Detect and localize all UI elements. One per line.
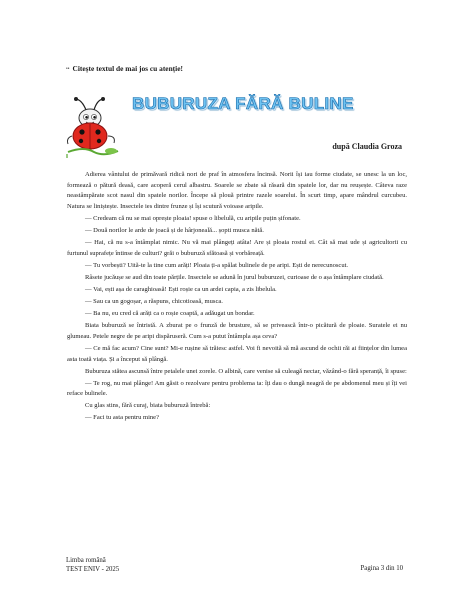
instruction-text: Citește textul de mai jos cu atenție!	[72, 64, 183, 73]
paragraph: — Ba nu, eu cred că arăți ca o roșie coaptă, a adăugat un bondar.	[85, 310, 255, 318]
story-body	[67, 170, 407, 424]
footer-test-name: TEST ENIV - 2025	[66, 566, 120, 573]
paragraph: Biata buburuză se întristă. A zburat pe o frunză de brusture, să se privească într-o picătură de ploaie. Suratele ei nu glumeau. Petele negre de pe aripi dispăruseră. Cum s-a putut întâmpla așa ceva?	[67, 322, 407, 340]
paragraph: — Sau ca un gogoșar, a răspuns, chicotioasă, musca.	[85, 298, 223, 306]
footer-left	[66, 556, 119, 574]
footer-subject: Limba română	[66, 557, 106, 564]
story-author: după Claudia Groza	[332, 142, 402, 151]
paragraph: — Vai, ești așa de caraghioasă! Ești roșie ca un ardei capia, a zis libelula.	[85, 285, 277, 293]
paragraph: Buburuza stătea ascunsă între petalele unei zorele. O albină, care venise să culeagă nectar, văzând-o fără speranță, îi spuse:	[85, 367, 407, 375]
paragraph: — Faci tu asta pentru mine?	[85, 414, 159, 422]
paragraph: — Două norilor le arde de joacă și de hârjoneală... șopti musca nătă.	[85, 226, 264, 234]
ladybug-illustration	[64, 96, 120, 158]
paragraph: Adierea vântului de primăvară ridică nori de praf în atmosfera încinsă. Norii își iau forme ciudate, se unesc la un loc, formează o pătură deasă, care acoperă cerul albastru. Soarele se zbate să răsară din spatele lor, dar nu reușește. Câteva raze neastâmpărate scot nasul din spatele norilor. Începe să plouă printre razele soarelui. În scurt timp, apare mândrul curcubeu. Natura se liniștește. Insectele ies dintre frunze și își scutură voioase aripile.	[67, 171, 407, 210]
paragraph: — Hai, că nu s-a întâmplat nimic. Nu vă mai plângeți atâta! Are și ploaia rostul ei. Cât să mai ude și agricultorii cu furtunul suprafețe întinse de culturi? grăi o buburuză sfătoasă și vorbăreață.	[67, 239, 407, 257]
bullet-marker: ••	[66, 67, 70, 72]
paragraph: Râsete jucăușe se aud din toate părțile. Insectele se adună în jurul buburuzei, curioase de o așa întâmplare ciudată.	[85, 273, 384, 281]
paragraph: — Te rog, nu mai plânge! Am găsit o rezolvare pentru problema ta: îți dau o dungă neagră de pe abdomenul meu și îți vei reface bulinele.	[67, 379, 407, 398]
paragraph: — Ce mă fac acum? Cine sunt? Mi-e rușine să trăiesc astfel. Voi fi nevoită să mă ascund de ochii răi ai ființelor din lumea asta toată viața. Și a început să plângă.	[67, 344, 407, 363]
story-title: BUBURUZA FĂRĂ BULINE	[132, 94, 354, 113]
page-number: Pagina 3 din 10	[360, 565, 403, 572]
paragraph: — Tu vorbești? Uită-te la tine cum arăți! Ploaia ți-a spălat bulinele de pe aripi. Ești de nerecunoscut.	[85, 261, 349, 269]
paragraph: Cu glas stins, fără curaj, biata buburuză întrebă:	[85, 402, 211, 410]
instruction	[66, 64, 183, 73]
paragraph: — Credeam că nu se mai oprește ploaia! spuse o libelulă, cu aripile puțin șifonate.	[85, 214, 301, 222]
